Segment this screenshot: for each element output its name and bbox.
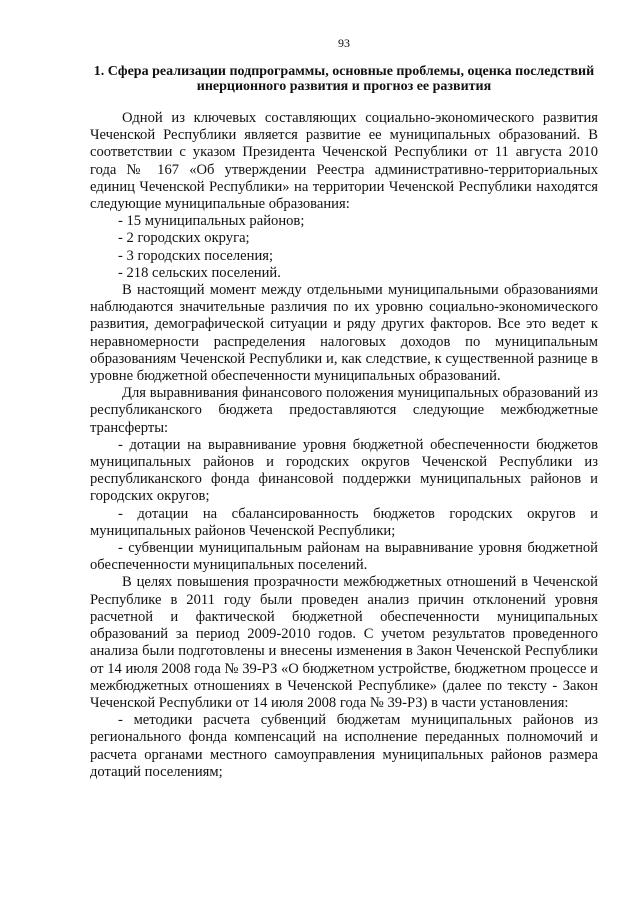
page-number: 93 [338, 36, 350, 50]
list-item: - 218 сельских поселений. [118, 264, 281, 281]
list-item: - дотации на сбалансированность бюджетов городских округов и муниципальных районов Чеченской Республики; [90, 505, 598, 539]
list-item: - 2 городских округа; [118, 230, 250, 247]
changes-list [90, 712, 598, 781]
list-item: - субвенции муниципальным районам на выравнивание уровня бюджетной обеспеченности муниципальных поселений. [90, 540, 598, 574]
section-heading: 1. Сфера реализации подпрограммы, основные проблемы, оценка последствий инерционного развития и прогноз ее развития [93, 64, 595, 94]
list-item: - дотации на выравнивание уровня бюджетной обеспеченности бюджетов муниципальных районов и городских округов Чеченской Республики из республиканского фонда финансовой поддержки муниципальных районов и городских округов; [90, 436, 598, 505]
municipal-units-list [90, 213, 598, 282]
paragraph-intro: Одной из ключевых составляющих социально-экономического развития Чеченской Республики является развитие ее муниципальных образований. В соответствии с указом Президента Чеченской Республики от 11 августа 2010 года № 167 «Об утверждении Реестра административно-территориальных единиц Чеченской Республики» на территории Чеченской Республики находятся следующие муниципальные образования: [90, 110, 598, 213]
paragraph-transfers: Для выравнивания финансового положения муниципальных образований из республиканского бюджета предоставляются следующие межбюджетные трансферты: [90, 385, 598, 436]
list-item: - 15 муниципальных районов; [118, 213, 305, 230]
paragraph-differences: В настоящий момент между отдельными муниципальными образованиями наблюдаются значительные различия по их уровню социально-экономического развития, демографической ситуации и ряду других факторов. Все это ведет к неравномерности распределения налоговых доходов по муниципальным образованиям Чеченской Республики и, как следствие, к существенной разнице в уровне бюджетной обеспеченности муниципальных образований. [90, 282, 598, 385]
list-item: - 3 городских поселения; [118, 247, 274, 264]
list-item: - методики расчета субвенций бюджетам муниципальных районов из регионального фонда компенсаций на исполнение переданных полномочий и расчета органами местного самоуправления муниципальных районов размера дотаций поселениям; [90, 712, 598, 780]
paragraph-transparency: В целях повышения прозрачности межбюджетных отношений в Чеченской Республике в 2011 году были проведен анализ причин отклонений уровня расчетной и фактической бюджетной обеспеченности муниципальных образований за период 2009-2010 годов. С учетом результатов проведенного анализа были подготовлены и внесены изменения в Закон Чеченской Республики от 14 июля 2008 года № 39-РЗ «О бюджетном устройстве, бюджетном процессе и межбюджетных отношениях в Чеченской Республике» (далее по тексту - Закон Чеченской Республики от 14 июля 2008 года № 39-РЗ) в части установления: [90, 574, 598, 711]
transfers-list [90, 437, 598, 575]
document-page [90, 36, 598, 781]
